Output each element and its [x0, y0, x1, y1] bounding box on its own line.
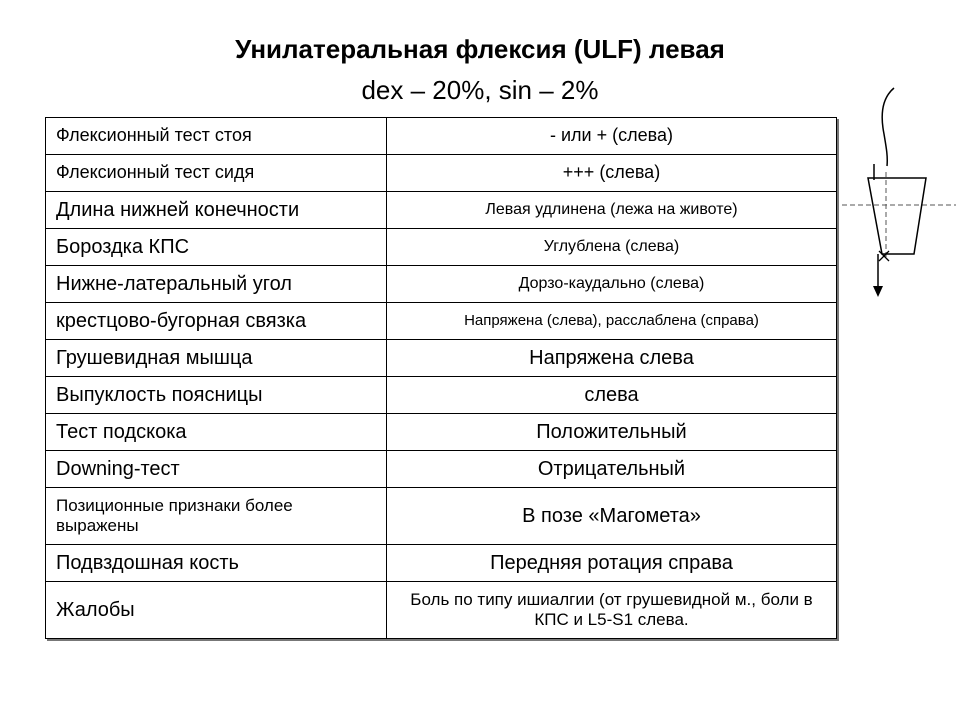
- table-row: [46, 414, 837, 451]
- table-row: [46, 582, 837, 639]
- row-parameter: Подвздошная кость: [46, 545, 387, 582]
- table-row: [46, 155, 837, 192]
- sacrum-flexion-diagram-icon: [842, 84, 956, 304]
- row-value: слева: [387, 377, 837, 414]
- table-row: [46, 266, 837, 303]
- table-row: [46, 192, 837, 229]
- row-value: Напряжена (слева), расслаблена (справа): [387, 303, 837, 340]
- row-parameter: Downing-тест: [46, 451, 387, 488]
- row-value: Левая удлинена (лежа на животе): [387, 192, 837, 229]
- findings-table-container: [45, 117, 837, 639]
- slide-title: Унилатеральная флексия (ULF) левая: [235, 34, 725, 64]
- table-row: [46, 451, 837, 488]
- slide-subtitle: dex – 20%, sin – 2%: [361, 75, 599, 105]
- row-parameter: Флексионный тест сидя: [46, 155, 387, 192]
- row-value: Боль по типу ишиалгии (от грушевидной м., боли в КПС и L5-S1 слева.: [387, 582, 837, 639]
- table-row: [46, 488, 837, 545]
- row-value: Отрицательный: [387, 451, 837, 488]
- row-parameter: Позиционные признаки более выражены: [46, 488, 387, 545]
- row-value: +++ (слева): [387, 155, 837, 192]
- table-row: [46, 340, 837, 377]
- table-row: [46, 377, 837, 414]
- row-parameter: Грушевидная мышца: [46, 340, 387, 377]
- row-value: В позе «Магомета»: [387, 488, 837, 545]
- row-parameter: крестцово-бугорная связка: [46, 303, 387, 340]
- findings-table: [45, 117, 837, 639]
- row-parameter: Тест подскока: [46, 414, 387, 451]
- row-value: Углублена (слева): [387, 229, 837, 266]
- row-parameter: Бороздка КПС: [46, 229, 387, 266]
- row-parameter: Флексионный тест стоя: [46, 118, 387, 155]
- row-value: - или + (слева): [387, 118, 837, 155]
- table-row: [46, 229, 837, 266]
- row-value: Положительный: [387, 414, 837, 451]
- table-row: [46, 303, 837, 340]
- row-parameter: Нижне-латеральный угол: [46, 266, 387, 303]
- table-row: [46, 118, 837, 155]
- row-parameter: Выпуклость поясницы: [46, 377, 387, 414]
- row-value: Дорзо-каудально (слева): [387, 266, 837, 303]
- table-row: [46, 545, 837, 582]
- row-value: Напряжена слева: [387, 340, 837, 377]
- row-parameter: Длина нижней конечности: [46, 192, 387, 229]
- row-value: Передняя ротация справа: [387, 545, 837, 582]
- row-parameter: Жалобы: [46, 582, 387, 639]
